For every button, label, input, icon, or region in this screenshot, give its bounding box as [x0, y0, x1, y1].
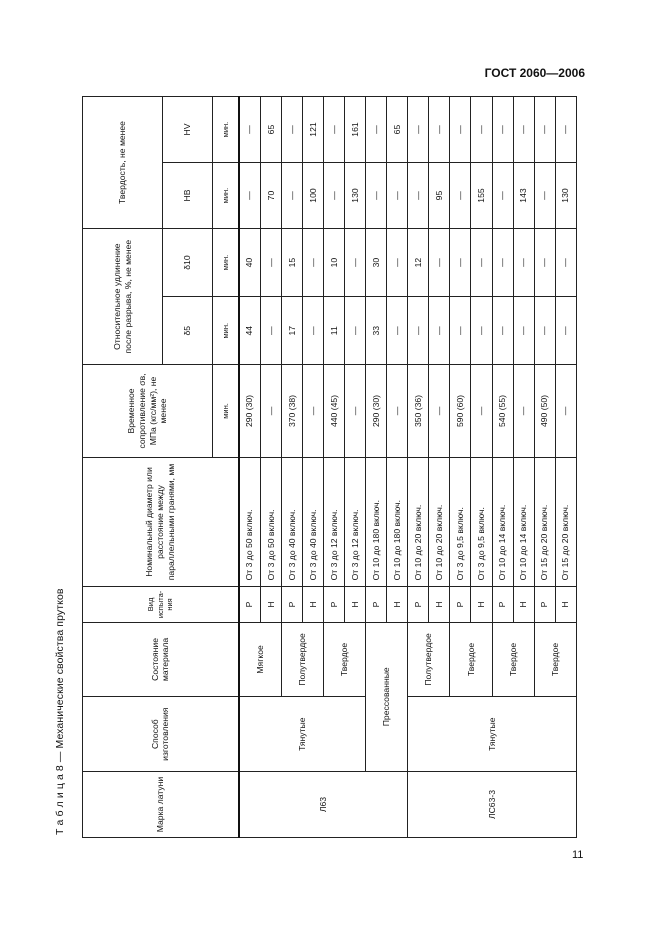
state-cell-hard: Твердое — [324, 622, 366, 697]
d10-cell: 15 — [281, 229, 302, 297]
header-test-type: Вид испыта-ния — [83, 587, 239, 622]
test-type-cell: Н — [302, 587, 323, 622]
header-min: мин. — [213, 229, 239, 297]
test-type-cell: Р — [239, 587, 261, 622]
d5-cell: — — [471, 297, 492, 365]
strength-cell: 440 (45) — [324, 365, 345, 457]
test-type-cell: Р — [324, 587, 345, 622]
d5-cell: 11 — [324, 297, 345, 365]
state-cell-halfhard: Полутвердое — [281, 622, 323, 697]
diameter-cell: От 10 до 20 включ. — [408, 457, 429, 587]
strength-cell: 290 (30) — [366, 365, 387, 457]
diameter-cell: От 15 до 20 включ. — [534, 457, 555, 587]
hb-cell: 70 — [260, 163, 281, 229]
test-type-cell: Р — [492, 587, 513, 622]
hb-cell: — — [387, 163, 408, 229]
hb-cell: 95 — [429, 163, 450, 229]
state-cell-hard: Твердое — [492, 622, 534, 697]
d5-cell: — — [513, 297, 534, 365]
hb-cell: — — [324, 163, 345, 229]
header-min: мин. — [213, 97, 239, 163]
test-type-cell: Н — [260, 587, 281, 622]
strength-cell: 350 (36) — [408, 365, 429, 457]
header-d10: δ10 — [163, 229, 213, 297]
hv-cell: — — [555, 97, 576, 163]
strength-cell: 590 (60) — [450, 365, 471, 457]
hb-cell: 100 — [302, 163, 323, 229]
hv-cell: — — [450, 97, 471, 163]
hb-cell: — — [534, 163, 555, 229]
d5-cell: 44 — [239, 297, 261, 365]
header-elongation: Относительное удлинение после разрыва, %, не менее — [83, 229, 163, 365]
hv-cell: 161 — [345, 97, 366, 163]
strength-cell: 370 (38) — [281, 365, 302, 457]
test-type-cell: Н — [345, 587, 366, 622]
header-min: мин. — [213, 297, 239, 365]
mechanical-properties-table — [82, 96, 577, 838]
hv-cell: — — [324, 97, 345, 163]
header-hv: НV — [163, 97, 213, 163]
d10-cell: — — [492, 229, 513, 297]
brand-cell-l63: Л63 — [239, 772, 408, 838]
method-cell-drawn: Тянутые — [408, 697, 577, 772]
hv-cell: 65 — [387, 97, 408, 163]
hv-cell: — — [429, 97, 450, 163]
diameter-cell: От 3 до 12 включ. — [345, 457, 366, 587]
strength-cell: — — [471, 365, 492, 457]
d5-cell: — — [429, 297, 450, 365]
diameter-cell: От 10 до 180 включ. — [387, 457, 408, 587]
hv-cell: 65 — [260, 97, 281, 163]
d10-cell: — — [260, 229, 281, 297]
strength-cell: — — [302, 365, 323, 457]
hv-cell: — — [534, 97, 555, 163]
d10-cell: 30 — [366, 229, 387, 297]
test-type-cell: Р — [366, 587, 387, 622]
test-type-cell: Н — [387, 587, 408, 622]
strength-cell: — — [260, 365, 281, 457]
d10-cell: — — [471, 229, 492, 297]
diameter-cell: От 10 до 180 включ. — [366, 457, 387, 587]
d10-cell: — — [345, 229, 366, 297]
strength-cell: 490 (50) — [534, 365, 555, 457]
hv-cell: — — [408, 97, 429, 163]
d10-cell: — — [302, 229, 323, 297]
diameter-cell: От 10 до 20 включ. — [429, 457, 450, 587]
strength-cell: — — [387, 365, 408, 457]
test-type-cell: Н — [513, 587, 534, 622]
standard-header: ГОСТ 2060—2006 — [484, 66, 585, 80]
d10-cell: — — [429, 229, 450, 297]
page-number: 11 — [572, 849, 584, 861]
method-cell-pressed: Прессованные — [366, 622, 408, 772]
table-row — [239, 97, 261, 838]
d10-cell: 40 — [239, 229, 261, 297]
hv-cell: — — [492, 97, 513, 163]
hb-cell: — — [239, 163, 261, 229]
hv-cell: 121 — [302, 97, 323, 163]
hv-cell: — — [366, 97, 387, 163]
header-brand: Марка латуни — [83, 772, 239, 838]
hb-cell: 130 — [555, 163, 576, 229]
d5-cell: — — [555, 297, 576, 365]
strength-cell: — — [513, 365, 534, 457]
d5-cell: — — [492, 297, 513, 365]
test-type-cell: Р — [534, 587, 555, 622]
hv-cell: — — [513, 97, 534, 163]
d5-cell: — — [450, 297, 471, 365]
rotated-table-wrapper — [82, 96, 577, 838]
header-diameter: Номинальный диаметр или расстояние между параллельными гранями, мм — [83, 457, 239, 587]
table-row — [366, 97, 387, 838]
d5-cell: — — [260, 297, 281, 365]
d5-cell: — — [408, 297, 429, 365]
state-cell-soft: Мягкое — [239, 622, 282, 697]
diameter-cell: От 10 до 14 включ. — [492, 457, 513, 587]
state-cell-hard: Твердое — [450, 622, 492, 697]
hb-cell: 130 — [345, 163, 366, 229]
hb-cell: — — [450, 163, 471, 229]
test-type-cell: Р — [408, 587, 429, 622]
d5-cell: — — [302, 297, 323, 365]
strength-cell: — — [429, 365, 450, 457]
header-min: мин. — [213, 163, 239, 229]
hb-cell: — — [366, 163, 387, 229]
header-state: Состояние материала — [83, 622, 239, 697]
strength-cell: — — [555, 365, 576, 457]
strength-cell: — — [345, 365, 366, 457]
test-type-cell: Р — [281, 587, 302, 622]
state-cell-hard: Твердое — [534, 622, 576, 697]
d10-cell: 12 — [408, 229, 429, 297]
header-strength: Временное сопротивление σв, МПа (кгс/мм²), не менее — [83, 365, 213, 457]
diameter-cell: От 3 до 9,5 включ. — [450, 457, 471, 587]
diameter-cell: От 3 до 40 включ. — [281, 457, 302, 587]
d5-cell: 33 — [366, 297, 387, 365]
brand-cell-ls63: ЛС63-3 — [408, 772, 577, 838]
strength-cell: 290 (30) — [239, 365, 261, 457]
diameter-cell: От 3 до 50 включ. — [239, 457, 261, 587]
strength-cell: 540 (55) — [492, 365, 513, 457]
header-method: Способ изготовления — [83, 697, 239, 772]
d10-cell: 10 — [324, 229, 345, 297]
d10-cell: — — [534, 229, 555, 297]
d10-cell: — — [387, 229, 408, 297]
hb-cell: — — [281, 163, 302, 229]
header-hb: НВ — [163, 163, 213, 229]
test-type-cell: Н — [429, 587, 450, 622]
diameter-cell: От 3 до 9,5 включ. — [471, 457, 492, 587]
hb-cell: — — [408, 163, 429, 229]
diameter-cell: От 3 до 40 включ. — [302, 457, 323, 587]
state-cell-halfhard: Полутвердое — [408, 622, 450, 697]
hb-cell: — — [492, 163, 513, 229]
diameter-cell: От 10 до 14 включ. — [513, 457, 534, 587]
d5-cell: — — [534, 297, 555, 365]
hv-cell: — — [281, 97, 302, 163]
diameter-cell: От 15 до 20 включ. — [555, 457, 576, 587]
table-row — [408, 97, 429, 838]
test-type-cell: Н — [471, 587, 492, 622]
d5-cell: 17 — [281, 297, 302, 365]
hv-cell: — — [239, 97, 261, 163]
d10-cell: — — [555, 229, 576, 297]
diameter-cell: От 3 до 50 включ. — [260, 457, 281, 587]
header-min: мин. — [213, 365, 239, 457]
d5-cell: — — [387, 297, 408, 365]
test-type-cell: Р — [450, 587, 471, 622]
d10-cell: — — [450, 229, 471, 297]
d10-cell: — — [513, 229, 534, 297]
diameter-cell: От 3 до 12 включ. — [324, 457, 345, 587]
hv-cell: — — [471, 97, 492, 163]
header-hardness: Твердость, не менее — [83, 97, 163, 229]
hb-cell: 143 — [513, 163, 534, 229]
header-d5: δ5 — [163, 297, 213, 365]
table-caption: Т а б л и ц а 8 — Механические свойства прутков — [54, 588, 66, 835]
method-cell-drawn: Тянутые — [239, 697, 366, 772]
d5-cell: — — [345, 297, 366, 365]
hb-cell: 155 — [471, 163, 492, 229]
test-type-cell: Н — [555, 587, 576, 622]
